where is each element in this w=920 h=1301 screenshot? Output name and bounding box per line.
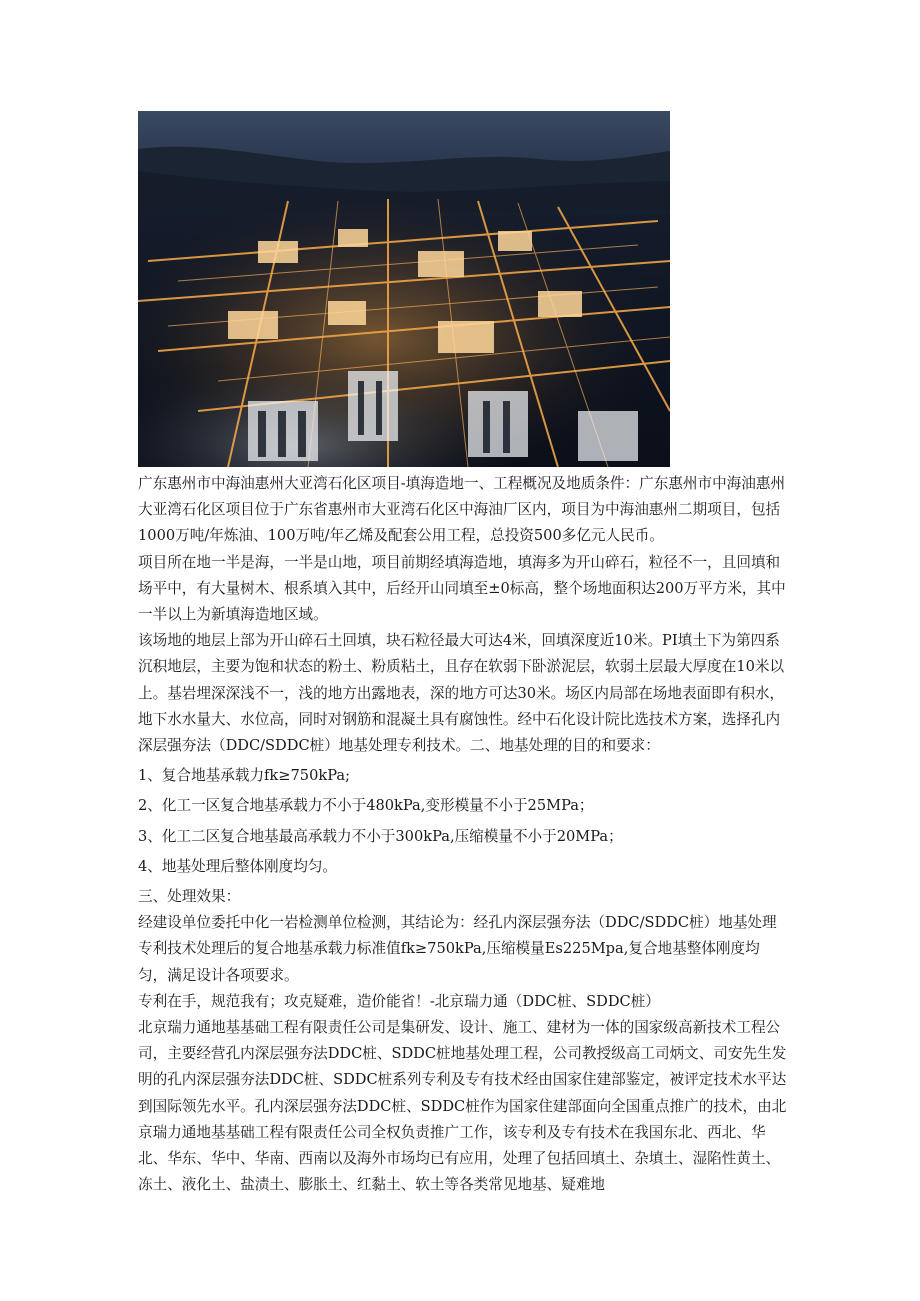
requirement-item-4: 4、地基处理后整体刚度均匀。 xyxy=(138,857,338,875)
article-body xyxy=(138,471,788,1198)
requirement-item-3: 3、化工二区复合地基最高承载力不小于300kPa,压缩模量不小于20MPa； xyxy=(138,827,623,845)
paragraph-project-overview: 广东惠州市中海油惠州大亚湾石化区项目-填海造地一、工程概况及地质条件：广东惠州市中海油惠州大亚湾石化区项目位于广东省惠州市大亚湾石化区中海油厂区内，项目为中海油惠州二期项目，包括1000万吨/年炼油、100万吨/年乙烯及配套公用工程，总投资500多亿元人民币。 xyxy=(138,475,786,545)
paragraph-results: 经建设单位委托中化一岩检测单位检测，其结论为：经孔内深层强夯法（DDC∕SDDC桩）地基处理专利技术处理后的复合地基承载力标准值fk≥750kPa,压缩模量Es225Mpa,复合地基整体刚度均匀，满足设计各项要求。 xyxy=(138,914,777,984)
paragraph-geology: 该场地的地层上部为开山碎石土回填，块石粒径最大可达4米，回填深度近10米。PI填土下为第四系沉积地层，主要为饱和状态的粉土、粉质粘土，且存在软弱下卧淤泥层，软弱土层最大厚度在10米以上。基岩埋深深浅不一，浅的地方出露地表，深的地方可达30米。场区内局部在场地表面即有积水，地下水水量大、水位高，同时对钢筋和混凝土具有腐蚀性。经中石化设计院比选技术方案，选择孔内深层强夯法（DDC/SDDC桩）地基处理专利技术。二、地基处理的目的和要求： xyxy=(138,632,785,755)
paragraph-slogan: 专利在手，规范我有；攻克疑难，造价能省！-北京瑞力通（DDC桩、SDDC桩） xyxy=(138,992,660,1010)
paragraph-company-intro: 北京瑞力通地基基础工程有限责任公司是集研发、设计、施工、建材为一体的国家级高新技术工程公司，主要经营孔内深层强夯法DDC桩、SDDC桩地基处理工程，公司教授级高工司炳文、司安先生发明的孔内深层强夯法DDC桩、SDDC桩系列专利及专有技术经由国家住建部鉴定，被评定技术水平达到国际领先水平。孔内深层强夯法DDC桩、SDDC桩作为国家住建部面向全国重点推广的技术，由北京瑞力通地基基础工程有限责任公司全权负责推广工作，该专利及专有技术在我国东北、西北、华北、华东、华中、华南、西南以及海外市场均已有应用，处理了包括回填土、杂填土、湿陷性黄土、冻土、液化土、盐渍土、膨胀土、红黏土、软土等各类常见地基、疑难地 xyxy=(138,1019,787,1194)
requirement-item-1: 1、复合地基承载力fk≥750kPa; xyxy=(138,767,350,785)
section-heading-results: 三、处理效果： xyxy=(138,888,241,906)
industrial-park-night-photo xyxy=(138,111,670,467)
paragraph-site-conditions: 项目所在地一半是海，一半是山地，项目前期经填海造地，填海多为开山碎石，粒径不一，且回填和场平中，有大量树木、根系填入其中，后经开山同填至±0标高，整个场地面积达200万平方米，其中一半以上为新填海造地区域。 xyxy=(138,553,786,624)
requirement-item-2: 2、化工一区复合地基承载力不小于480kPa,变形模量不小于25MPa； xyxy=(138,797,594,815)
